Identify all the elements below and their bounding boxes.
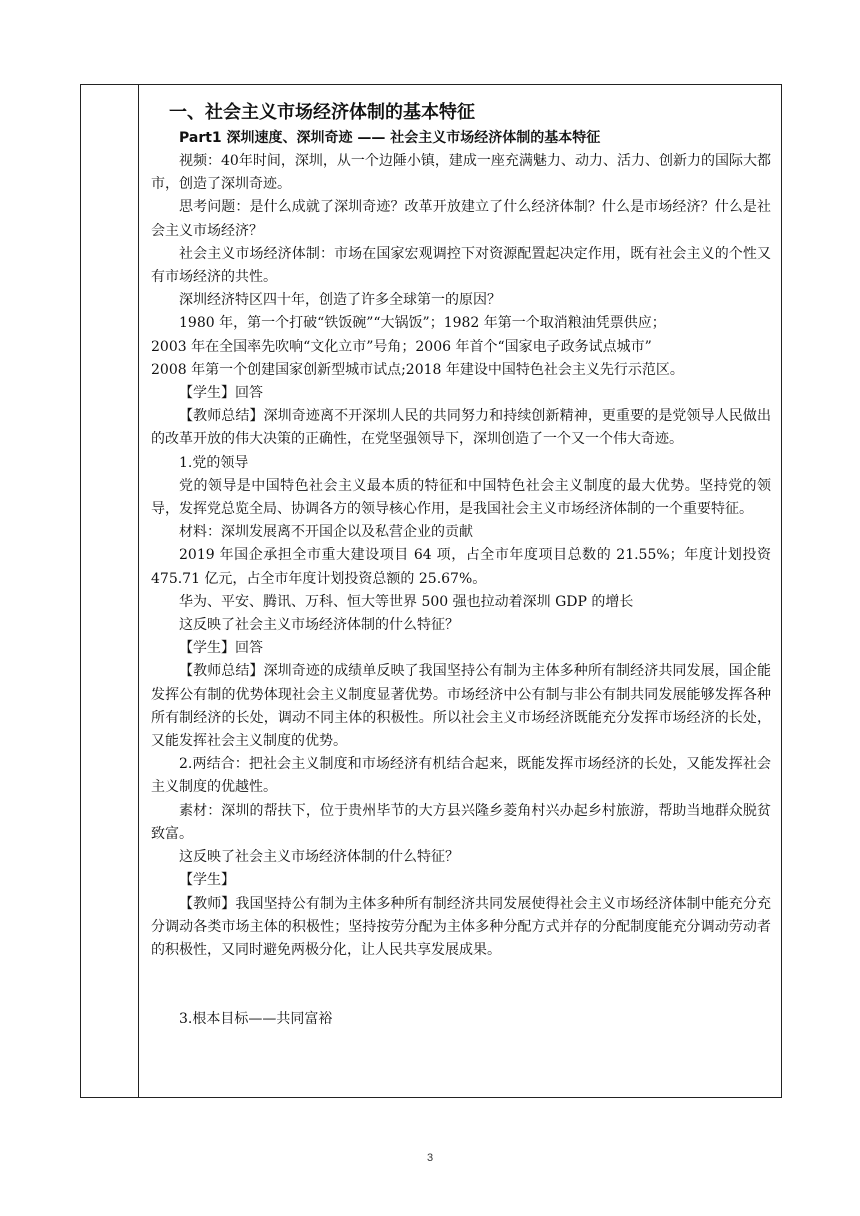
lesson-table: [80, 84, 782, 1098]
paragraph-video: 视频：40年时间，深圳，从一个边陲小镇，建成一座充满魅力、动力、活力、创新力的国际大都市，创造了深圳奇迹。: [151, 153, 771, 193]
paragraph-question-feature-2: 这反映了社会主义市场经济体制的什么特征？: [179, 849, 459, 866]
table-content-cell: [139, 85, 781, 1097]
milestone-line-3: 2008 年第一个创建国家创新型城市试点;2018 年建设中国特色社会主义先行示范区。: [151, 361, 684, 378]
paragraph-party-leadership: 党的领导是中国特色社会主义最本质的特征和中国特色社会主义制度的最大优势。坚持党的领导，发挥党总览全局、协调各方的领导核心作用，是我国社会主义市场经济体制的一个重要特征。: [151, 477, 771, 518]
paragraph-fortune-500: 华为、平安、腾讯、万科、恒大等世界 500 强也拉动着深圳 GDP 的增长: [179, 593, 634, 610]
part-title: Part1 深圳速度、深圳奇迹 —— 社会主义市场经济体制的基本特征: [179, 130, 601, 146]
milestone-line-2: 2003 年在全国率先吹响“文化立市”号角；2006 年首个“国家电子政务试点城市”: [151, 338, 652, 355]
paragraph-student-3: 【学生】: [179, 872, 235, 889]
paragraph-reasons-question: 深圳经济特区四十年，创造了许多全球第一的原因？: [179, 292, 501, 309]
paragraph-teacher-summary-1: 【教师总结】深圳奇迹离不开深圳人民的共同努力和持续创新精神，更重要的是党领导人民做出的改革开放的伟大决策的正确性，在党坚强领导下，深圳创造了一个又一个伟大奇迹。: [151, 408, 771, 448]
paragraph-teacher-summary-2: 【教师总结】深圳奇迹的成绩单反映了我国坚持公有制为主体多种所有制经济共同发展，国企能发挥公有制的优势体现社会主义制度显著优势。市场经济中公有制与非公有制共同发展能够发挥各种所有制经济的长处，调动不同主体的积极性。所以社会主义市场经济既能充分发挥市场经济的长处，又能发挥社会主义制度的优势。: [151, 663, 771, 750]
section-title: 一、社会主义市场经济体制的基本特征: [169, 102, 475, 123]
table-left-column: [81, 85, 139, 1097]
paragraph-definition: 社会主义市场经济体制：市场在国家宏观调控下对资源配置起决定作用，既有社会主义的个性又有市场经济的共性。: [151, 245, 771, 286]
paragraph-questions: 思考问题：是什么成就了深圳奇迹？改革开放建立了什么经济体制？什么是市场经济？什么是社会主义市场经济？: [151, 199, 771, 239]
paragraph-soe-statistics: 2019 年国企承担全市重大建设项目 64 项，占全市年度项目总数的 21.55%；年度计划投资 475.71 亿元，占全市年度计划投资总额的 25.67%。: [151, 547, 771, 587]
heading-party-leadership: 1.党的领导: [179, 454, 249, 471]
paragraph-teacher-3: 【教师】我国坚持公有制为主体多种所有制经济共同发展使得社会主义市场经济体制中能充分充分调动各类市场主体的积极性；坚持按劳分配为主体多种分配方式并存的分配制度能充分调动劳动者的积极性，又同时避免两极分化，让人民共享发展成果。: [151, 895, 771, 958]
blank-space: [151, 962, 771, 1008]
paragraph-student-answer-1: 【学生】回答: [179, 385, 263, 402]
paragraph-two-combinations: 2.两结合：把社会主义制度和市场经济有机结合起来，既能发挥市场经济的长处，又能发挥社会主义制度的优越性。: [151, 756, 771, 796]
paragraph-material-guizhou: 素材：深圳的帮扶下，位于贵州毕节的大方县兴隆乡菱角村兴办起乡村旅游，帮助当地群众脱贫致富。: [151, 802, 771, 842]
heading-common-prosperity: 3.根本目标——共同富裕: [179, 1011, 333, 1028]
paragraph-material: 材料：深圳发展离不开国企以及私营企业的贡献: [179, 524, 473, 541]
page-number: 3: [426, 1152, 434, 1164]
paragraph-question-feature-1: 这反映了社会主义市场经济体制的什么特征？: [179, 617, 459, 634]
paragraph-student-answer-2: 【学生】回答: [179, 640, 263, 657]
milestone-line-1: 1980 年，第一个打破“铁饭碗”“大锅饭”；1982 年第一个取消粮油凭票供应；: [179, 315, 666, 332]
